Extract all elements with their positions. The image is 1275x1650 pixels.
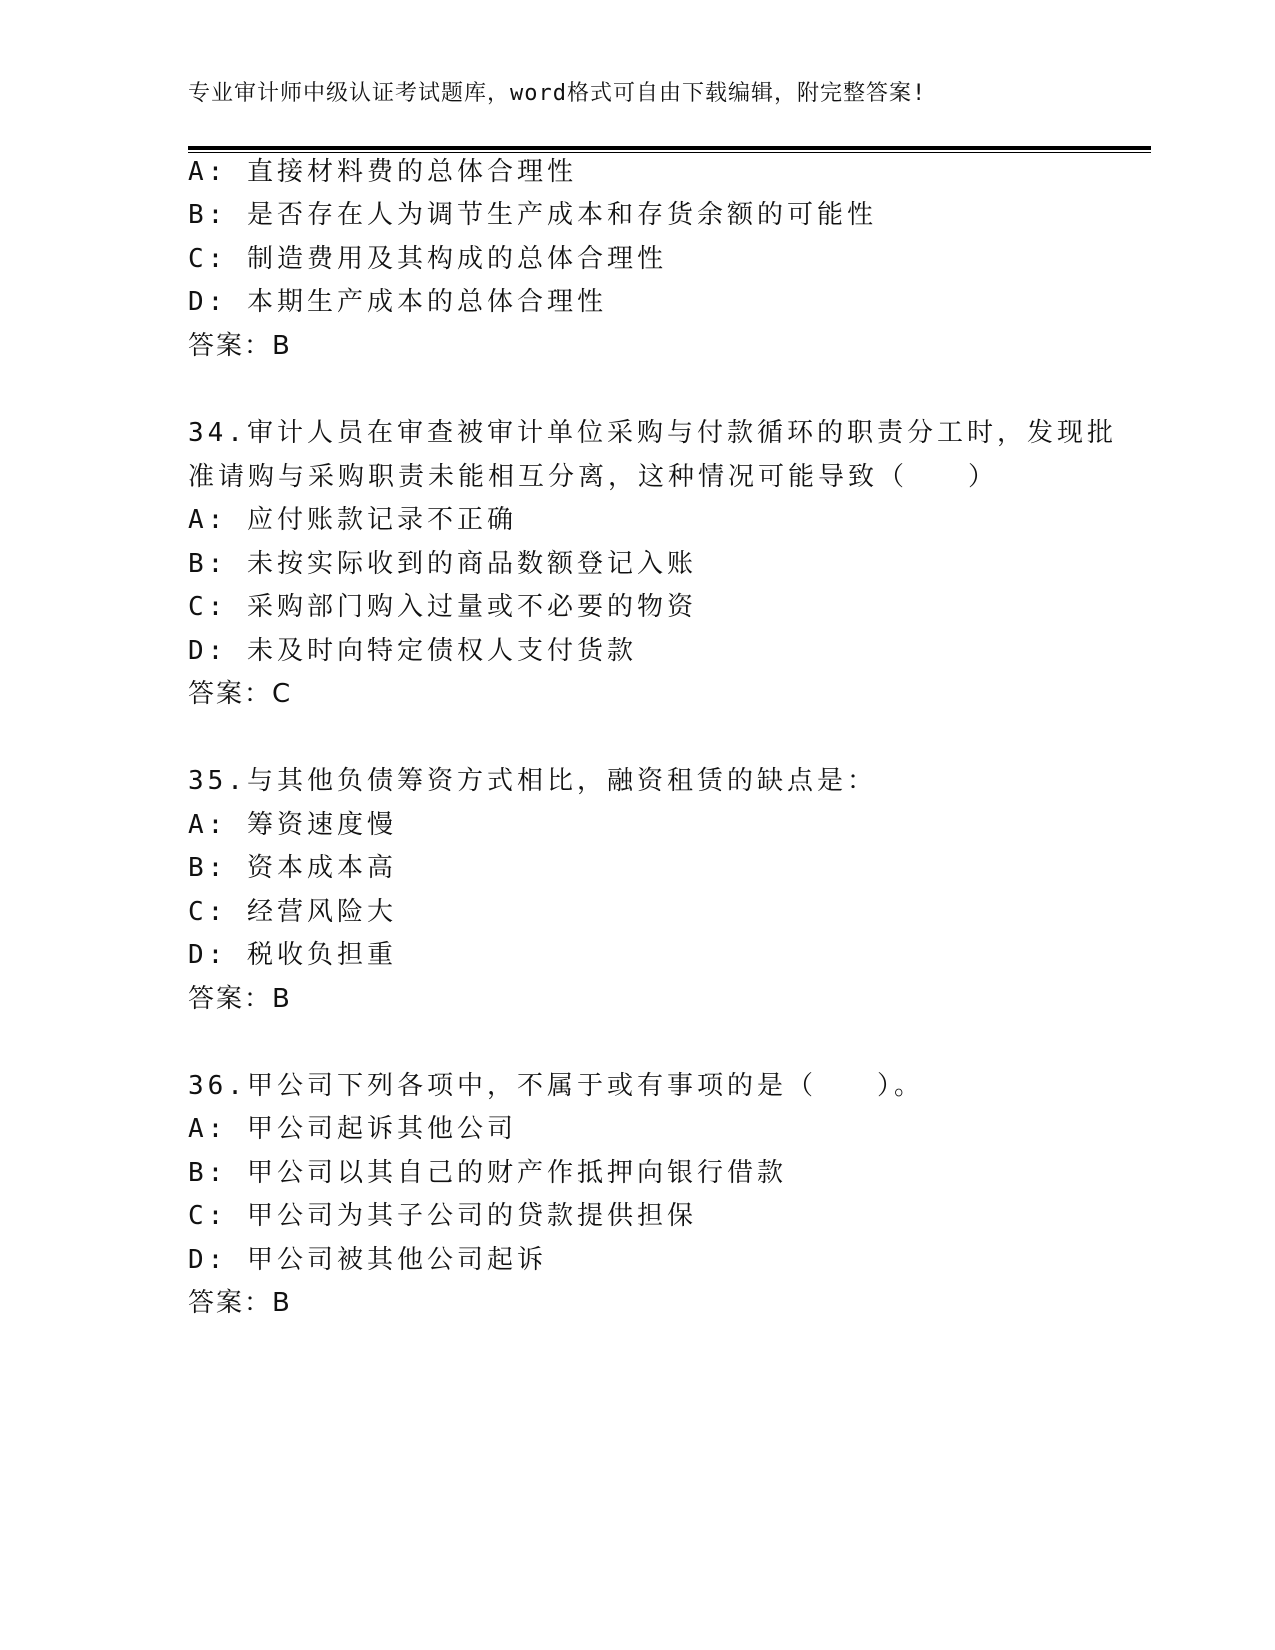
q35-answer: 答案：B xyxy=(188,984,292,1014)
q34-option-c: C: 采购部门购入过量或不必要的物资 xyxy=(188,592,697,622)
q35-stem: 35.与其他负债筹资方式相比，融资租赁的缺点是： xyxy=(188,766,877,796)
q33-answer: 答案：B xyxy=(188,331,292,361)
q33-option-a: A: 直接材料费的总体合理性 xyxy=(188,157,577,187)
q34-stem-line2: 准请购与采购职责未能相互分离，这种情况可能导致（ ） xyxy=(188,462,999,492)
page-header: 专业审计师中级认证考试题库，word格式可自由下载编辑，附完整答案! xyxy=(188,81,927,106)
q34-option-a: A: 应付账款记录不正确 xyxy=(188,505,517,535)
q36-option-b: B: 甲公司以其自己的财产作抵押向银行借款 xyxy=(188,1158,787,1188)
q36-stem: 36.甲公司下列各项中，不属于或有事项的是（ ）。 xyxy=(188,1071,924,1101)
q36-option-c: C: 甲公司为其子公司的贷款提供担保 xyxy=(188,1201,697,1231)
q35-option-b: B: 资本成本高 xyxy=(188,853,397,883)
q36-option-d: D: 甲公司被其他公司起诉 xyxy=(188,1245,547,1275)
q36-option-a: A: 甲公司起诉其他公司 xyxy=(188,1114,517,1144)
q36-answer: 答案：B xyxy=(188,1288,292,1318)
q35-option-c: C: 经营风险大 xyxy=(188,897,397,927)
q34-option-b: B: 未按实际收到的商品数额登记入账 xyxy=(188,549,697,579)
header-rule-thick xyxy=(188,146,1151,150)
header-rule-thin xyxy=(188,152,1151,153)
q33-option-c: C: 制造费用及其构成的总体合理性 xyxy=(188,244,667,274)
q35-option-a: A: 筹资速度慢 xyxy=(188,810,397,840)
q34-option-d: D: 未及时向特定债权人支付货款 xyxy=(188,636,637,666)
q35-option-d: D: 税收负担重 xyxy=(188,940,397,970)
q33-option-b: B: 是否存在人为调节生产成本和存货余额的可能性 xyxy=(188,200,877,230)
q34-answer: 答案：C xyxy=(188,679,293,709)
q34-stem-line1: 34.审计人员在审查被审计单位采购与付款循环的职责分工时，发现批 xyxy=(188,418,1117,448)
q33-option-d: D: 本期生产成本的总体合理性 xyxy=(188,287,607,317)
